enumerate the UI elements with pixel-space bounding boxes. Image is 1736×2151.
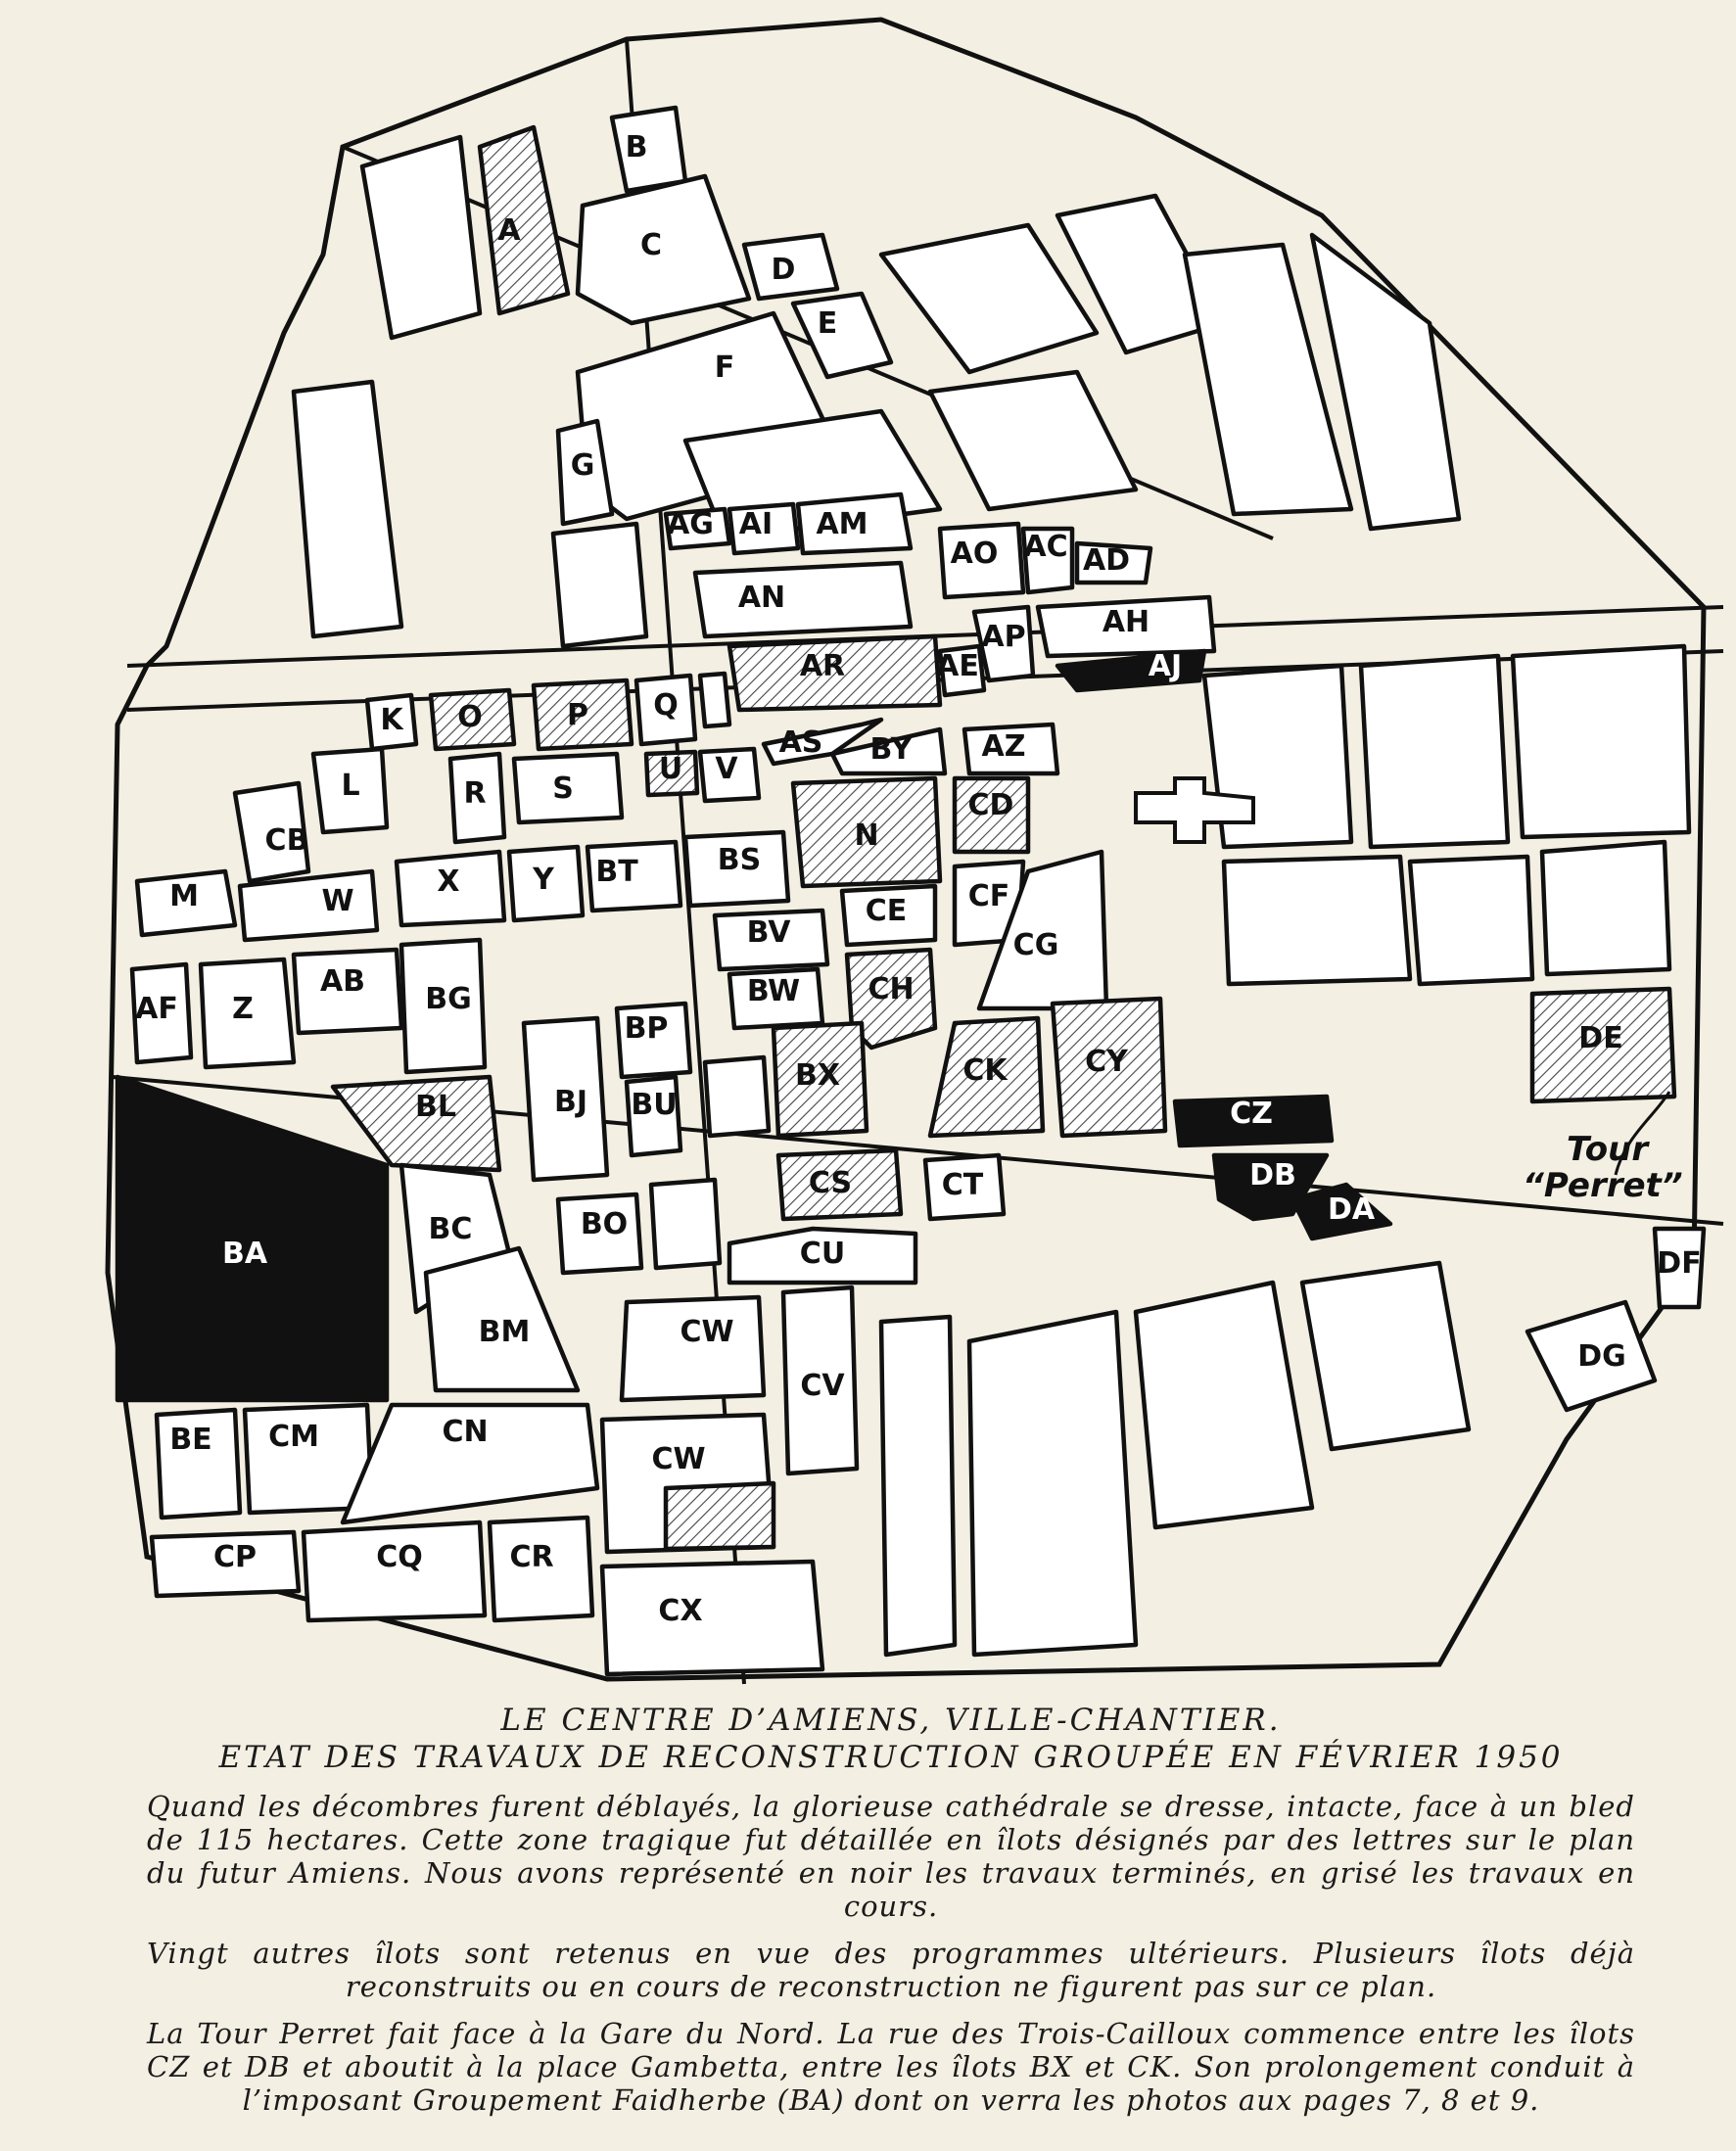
block-label-bw: BW <box>746 974 801 1008</box>
block-label-by: BY <box>869 732 913 767</box>
block-label-a: A <box>497 213 521 248</box>
block-label-be: BE <box>169 1423 212 1457</box>
block-north-2 <box>881 225 1097 372</box>
block-label-g: G <box>570 448 595 483</box>
block-label-cp: CP <box>212 1540 258 1574</box>
block-label-ad: AD <box>1082 543 1131 578</box>
block-CX <box>602 1562 822 1674</box>
block-label-cv: CV <box>800 1369 845 1403</box>
block-label-d: D <box>771 253 796 287</box>
block-label-bt: BT <box>595 855 638 889</box>
caption-title-2: ETAT DES TRAVAUX DE RECONSTRUCTION GROUPÉE EN FÉVRIER 1950 <box>218 1740 1564 1775</box>
block-label-as: AS <box>778 725 823 760</box>
block-label-r: R <box>463 776 487 811</box>
block-W <box>240 871 377 940</box>
block-label-cy: CY <box>1085 1045 1128 1079</box>
block-label-cu: CU <box>799 1237 846 1271</box>
block-bo-east <box>651 1180 720 1268</box>
block-label-w: W <box>321 884 354 918</box>
block-label-bl: BL <box>415 1090 456 1124</box>
block-south-2 <box>1136 1283 1312 1527</box>
block-label-ba: BA <box>221 1237 268 1271</box>
block-label-cb: CB <box>264 823 309 858</box>
block-label-da: DA <box>1327 1192 1376 1227</box>
block-label-ab: AB <box>319 964 366 999</box>
block-C <box>578 176 749 323</box>
block-label-cx: CX <box>658 1594 703 1628</box>
tour-perret-label-2: “Perret” <box>1523 1166 1683 1205</box>
block-label-cd: CD <box>967 788 1014 822</box>
block-q-east <box>700 674 729 726</box>
block-label-bc: BC <box>428 1212 473 1246</box>
block-label-e: E <box>817 306 838 341</box>
caption <box>147 1702 1635 2117</box>
block-label-az: AZ <box>981 729 1026 764</box>
block-label-cz: CZ <box>1230 1097 1273 1131</box>
block-label-f: F <box>714 351 735 385</box>
block-label-x: X <box>437 865 460 899</box>
block-east-2 <box>1410 857 1532 984</box>
block-label-ch: CH <box>868 972 915 1006</box>
caption-paragraph-3: La Tour Perret fait face à la Gare du Nord. La rue des Trois-Cailloux commence entre les îlots CZ et DB et aboutit à la place Gambetta, entre les îlots BX et CK. Son prolongement conduit à l’imposant Groupement Faidherbe (BA) dont on verra les photos aux pages 7, 8 et 9. <box>147 2017 1635 2117</box>
block-label-de: DE <box>1578 1021 1623 1055</box>
block-label-n: N <box>854 818 879 853</box>
block-label-bj: BJ <box>553 1085 588 1119</box>
block-north-5 <box>930 372 1136 509</box>
block-label-cf: CF <box>967 879 1010 913</box>
block-label-ap: AP <box>981 620 1026 654</box>
block-label-an: AN <box>737 581 786 615</box>
block-label-b: B <box>625 130 648 164</box>
block-AN <box>695 563 911 636</box>
tour-perret-label-1: Tour <box>1567 1130 1649 1169</box>
block-south-1 <box>969 1312 1136 1655</box>
block-CW-2-hatch <box>666 1483 774 1549</box>
block-label-cr: CR <box>509 1540 554 1574</box>
block-north-1 <box>362 137 480 338</box>
block-label-o: O <box>457 700 483 734</box>
block-south-3 <box>1302 1263 1469 1449</box>
block-label-k: K <box>380 703 403 737</box>
block-label-ac: AC <box>1023 530 1068 564</box>
block-label-df: DF <box>1657 1246 1702 1281</box>
block-label-u: U <box>658 752 683 786</box>
block-label-cm: CM <box>268 1420 319 1454</box>
caption-paragraph-2: Vingt autres îlots sont retenus en vue des programmes ultérieurs. Plusieurs îlots déjà reconstruits ou en cours de reconstruction ne figurent pas sur ce plan. <box>147 1937 1635 2003</box>
block-label-cs: CS <box>808 1166 853 1200</box>
block-label-ah: AH <box>1102 605 1150 639</box>
block-label-bm: BM <box>478 1315 531 1349</box>
block-label-bx: BX <box>795 1058 840 1093</box>
block-A <box>480 127 568 313</box>
block-east-1 <box>1224 857 1410 984</box>
block-label-af: AF <box>135 992 178 1026</box>
block-label-cw: CW <box>680 1315 734 1349</box>
block-label-bu: BU <box>631 1088 678 1122</box>
block-east-3 <box>1542 842 1669 974</box>
block-label-p: P <box>567 698 588 732</box>
block-east-5 <box>1361 656 1508 847</box>
block-label-m: M <box>169 879 199 913</box>
block-label-ao: AO <box>950 537 999 571</box>
block-label-ar: AR <box>799 649 846 683</box>
block-east-6 <box>1513 646 1689 837</box>
block-label-am: AM <box>816 507 868 541</box>
block-label-bp: BP <box>624 1011 669 1046</box>
block-label-ae: AE <box>936 649 979 683</box>
block-label-bg: BG <box>425 982 472 1016</box>
block-label-db: DB <box>1249 1158 1296 1192</box>
block-label-bs: BS <box>717 843 762 877</box>
caption-paragraph-1: Quand les décombres furent déblayés, la glorieuse cathédrale se dresse, intacte, face à un bled de 115 hectares. Cette zone tragique fut détaillée en îlots désignés par des lettres sur le plan du futur Amiens. Nous avons représenté en noir les travaux terminés, en grisé les travaux en cours. <box>147 1790 1635 1923</box>
block-label-ck: CK <box>962 1053 1008 1088</box>
block-label-bv: BV <box>746 915 791 950</box>
block-label-cn: CN <box>442 1415 489 1449</box>
block-north-6 <box>294 382 401 636</box>
block-B <box>612 108 685 191</box>
block-label-aj: AJ <box>1148 649 1183 683</box>
block-label-cw: CW <box>651 1442 706 1476</box>
block-label-s: S <box>552 772 574 806</box>
block-label-ce: CE <box>865 894 908 928</box>
block-label-dg: DG <box>1577 1339 1626 1374</box>
block-bu-east <box>705 1057 769 1136</box>
block-label-ai: AI <box>738 507 774 541</box>
block-label-z: Z <box>232 992 254 1026</box>
block-label-ct: CT <box>941 1168 984 1202</box>
block-label-c: C <box>639 228 663 262</box>
block-label-y: Y <box>533 863 554 897</box>
block-west-AN <box>553 524 646 646</box>
block-label-cg: CG <box>1012 928 1059 962</box>
block-south-4 <box>881 1317 955 1655</box>
block-label-ag: AG <box>667 507 714 541</box>
block-label-cq: CQ <box>376 1540 423 1574</box>
block-label-q: Q <box>653 688 679 723</box>
caption-title-1: LE CENTRE D’AMIENS, VILLE-CHANTIER. <box>500 1703 1282 1738</box>
block-label-v: V <box>715 752 738 786</box>
block-G <box>793 294 891 377</box>
block-label-bo: BO <box>580 1207 629 1241</box>
block-label-l: L <box>341 769 360 803</box>
